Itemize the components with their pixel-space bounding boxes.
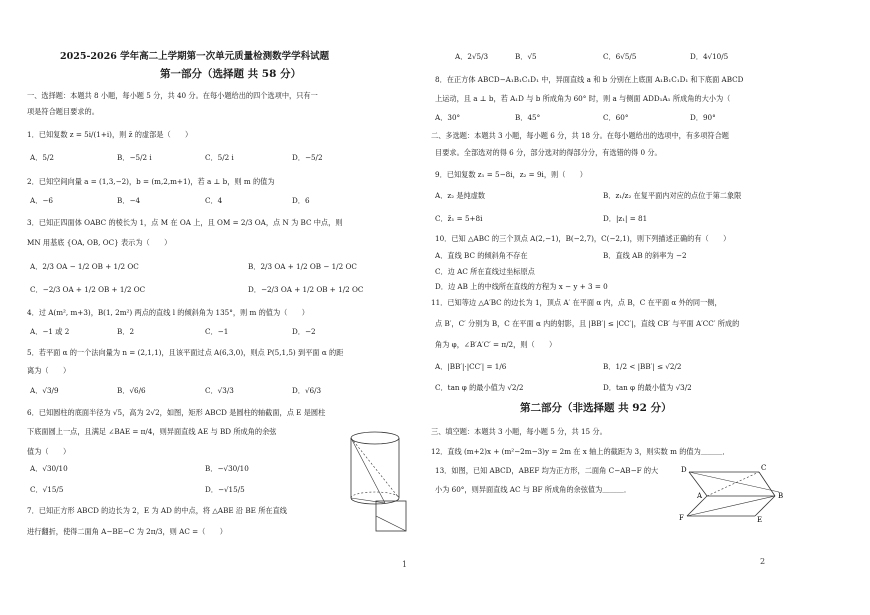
q8-option-b: B．45°	[515, 113, 541, 122]
fig-label-b: B	[778, 492, 784, 500]
page-number-left: 1	[402, 560, 408, 569]
question-6-cont: 下底面圆上一点，且满足 ∠BAE = π/4，则异面直线 AE 与 BD 所成角的余弦	[27, 427, 277, 436]
q4-option-a: A．−1 或 2	[30, 327, 70, 336]
q6-option-d: D．−√15/5	[205, 485, 245, 494]
q7-option-a: A．2√5/3	[455, 52, 489, 61]
q8-option-c: C．60°	[603, 113, 629, 122]
q7-option-b: B．√5	[515, 52, 537, 61]
question-9: 9．已知复数 z₁ = 5−8i，z₂ = 9i，则（ ）	[435, 170, 587, 179]
q6-option-b: B．−√30/10	[205, 464, 249, 473]
q9-option-a: A．z₂ 是纯虚数	[435, 191, 486, 200]
q6-option-c: C．√15/5	[30, 485, 64, 494]
q8-option-a: A．30°	[435, 113, 461, 122]
q10-option-b: B．直线 AB 的斜率为 −2	[603, 251, 687, 260]
q1-option-a: A．5/2	[30, 153, 54, 162]
question-3: 3．已知正四面体 OABC 的棱长为 1，点 M 在 OA 上，且 OM = 2/3 OA，点 N 为 BC 中点，则	[27, 218, 343, 227]
question-6-cont-2: 值为（ ）	[27, 447, 71, 456]
fig-label-e: E	[757, 516, 763, 524]
question-13-cont: 小为 60°，则异面直线 AC 与 BF 所成角的余弦值为＿＿＿．	[435, 485, 632, 494]
q1-option-d: D．−5/2	[292, 153, 323, 162]
section3-instructions: 三、填空题：本题共 3 小题，每小题 5 分，共 15 分。	[431, 427, 607, 436]
q7-option-d: D．4√10/5	[690, 52, 729, 61]
part1-heading: 第一部分（选择题 共 58 分）	[160, 68, 302, 80]
question-11: 11．已知等边 △A′BC 的边长为 1，顶点 A′ 在平面 α 内，点 B，C 在平面 α 外的同一侧，	[431, 298, 722, 307]
q10-option-d: D．边 AB 上的中线所在直线的方程为 x − y + 3 = 0	[435, 282, 608, 291]
q4-option-b: B．2	[117, 327, 135, 336]
question-2: 2．已知空间向量 a = (1,3,−2)，b = (m,2,m+1)，若 a ⊥ b，则 m 的值为	[27, 177, 275, 186]
fig-label-c: C	[761, 464, 767, 472]
question-3-cont: MN 用基底 {OA, OB, OC} 表示为（ ）	[27, 238, 172, 247]
square-figure	[372, 497, 412, 535]
question-6: 6．已知圆柱的底面半径为 √5，高为 2√2，如图，矩形 ABCD 是圆柱的轴截面，点 E 是圆柱	[27, 408, 326, 417]
q4-option-c: C．−1	[205, 327, 229, 336]
q2-option-a: A．−6	[30, 196, 53, 205]
question-11-cont-2: 角为 φ，∠B′A′C′ = π/2，则（ ）	[435, 340, 557, 349]
q9-option-d: D．|z₁| = 81	[603, 214, 648, 223]
part2-heading: 第二部分（非选择题 共 92 分）	[520, 402, 672, 414]
q10-option-a: A．直线 BC 的倾斜角不存在	[435, 251, 528, 260]
exam-title: 2025-2026 学年高二上学期第一次单元质量检测数学学科试题	[60, 51, 330, 62]
q2-option-b: B．−4	[117, 196, 141, 205]
question-11-cont: 点 B′，C′ 分别为 B，C 在平面 α 内的射影，且 |BB′| ≤ |CC′|，直线 CB′ 与平面 A′CC′ 所成的	[435, 319, 740, 328]
q3-option-b: B．2/3 OA + 1/2 OB − 1/2 OC	[248, 262, 357, 271]
q3-option-d: D．−2/3 OA + 1/2 OB + 1/2 OC	[248, 285, 364, 294]
q11-option-c: C．tan φ 的最小值为 √2/2	[435, 383, 524, 392]
q4-option-d: D．−2	[292, 327, 316, 336]
question-4: 4．过 A(m², m+3)，B(1, 2m²) 两点的直线 l 的倾斜角为 135°，则 m 的值为（ ）	[27, 308, 309, 317]
q1-option-c: C．5/2 i	[205, 153, 234, 162]
question-8: 8．在正方体 ABCD−A₁B₁C₁D₁ 中，异面直线 a 和 b 分别在上底面 A₁B₁C₁D₁ 和下底面 ABCD	[435, 75, 744, 84]
question-7: 7．已知正方形 ABCD 的边长为 2，E 为 AD 的中点，将 △ABE 沿 BE 所在直线	[27, 506, 287, 515]
question-7-cont: 进行翻折，使得二面角 A−BE−C 为 2π/3，则 AC =（ ）	[27, 527, 227, 536]
q5-option-d: D．√6/3	[292, 386, 322, 395]
section1-instructions-2: 项是符合题目要求的。	[27, 107, 99, 116]
fig-label-f: F	[679, 514, 684, 522]
q11-option-a: A．|BB′|·|CC′| = 1/6	[435, 362, 507, 371]
q9-option-b: B．z₁/z₂ 在复平面内对应的点位于第二象限	[603, 191, 742, 200]
q8-option-d: D．90°	[690, 113, 716, 122]
question-10: 10．已知 △ABC 的三个顶点 A(2,−1)，B(−2,7)，C(−2,1)，则下列描述正确的有（ ）	[435, 234, 731, 243]
question-13: 13．如图，已知 ABCD，ABEF 均为正方形，二面角 C−AB−F 的大	[435, 466, 659, 475]
question-5: 5．若平面 α 的一个法向量为 n = (2,1,1)，且该平面过点 A(6,3,0)，则点 P(5,1,5) 到平面 α 的距	[27, 348, 344, 357]
q10-option-c: C．边 AC 所在直线过坐标原点	[435, 267, 535, 276]
fig-label-a: A	[697, 492, 703, 500]
q7-option-c: C．6√5/5	[603, 52, 637, 61]
q9-option-c: C．z̄₁ = 5+8i	[435, 214, 483, 223]
right-page	[431, 0, 870, 615]
fig-label-d: D	[681, 466, 687, 474]
left-page	[0, 0, 430, 615]
q11-option-b: B．1/2 < |BB′| ≤ √2/2	[603, 362, 682, 371]
section2-instructions-2: 目要求。全部选对的得 6 分，部分选对的得部分分，有选错的得 0 分。	[435, 148, 662, 157]
question-8-cont: 上运动，且 a ⊥ b，若 A₁D 与 b 所成角为 60° 时，则 a 与侧面 ADD₁A₁ 所成角的大小为（	[435, 94, 731, 103]
q3-option-c: C．−2/3 OA + 1/2 OB + 1/2 OC	[30, 285, 146, 294]
q5-option-c: C．√3/3	[205, 386, 234, 395]
question-1: 1．已知复数 z = 5i/(1+i)，则 z̄ 的虚部是（ ）	[27, 130, 193, 139]
q2-option-c: C．4	[205, 196, 223, 205]
question-5-cont: 离为（ ）	[27, 366, 71, 375]
q5-option-a: A．√3/9	[30, 386, 59, 395]
q5-option-b: B．√6/6	[117, 386, 146, 395]
question-12: 12．直线 (m+2)x + (m²−2m−3)y = 2m 在 x 轴上的截距为 3，则实数 m 的值为＿＿＿．	[431, 447, 730, 456]
section2-instructions: 二、多选题：本题共 3 小题，每小题 6 分，共 18 分。在每小题给出的选项中，有多项符合题	[431, 131, 729, 140]
q6-option-a: A．√30/10	[30, 464, 68, 473]
q2-option-d: D．6	[292, 196, 310, 205]
q3-option-a: A．2/3 OA − 1/2 OB + 1/2 OC	[30, 262, 139, 271]
q11-option-d: D．tan φ 的最小值为 √3/2	[603, 383, 692, 392]
section1-instructions: 一、选择题：本题共 8 小题，每小题 5 分，共 40 分。在每小题给出的四个选项中，只有一	[27, 91, 318, 100]
page-number-right: 2	[760, 557, 766, 566]
two-squares-figure	[679, 462, 789, 524]
q1-option-b: B．−5/2 i	[117, 153, 152, 162]
